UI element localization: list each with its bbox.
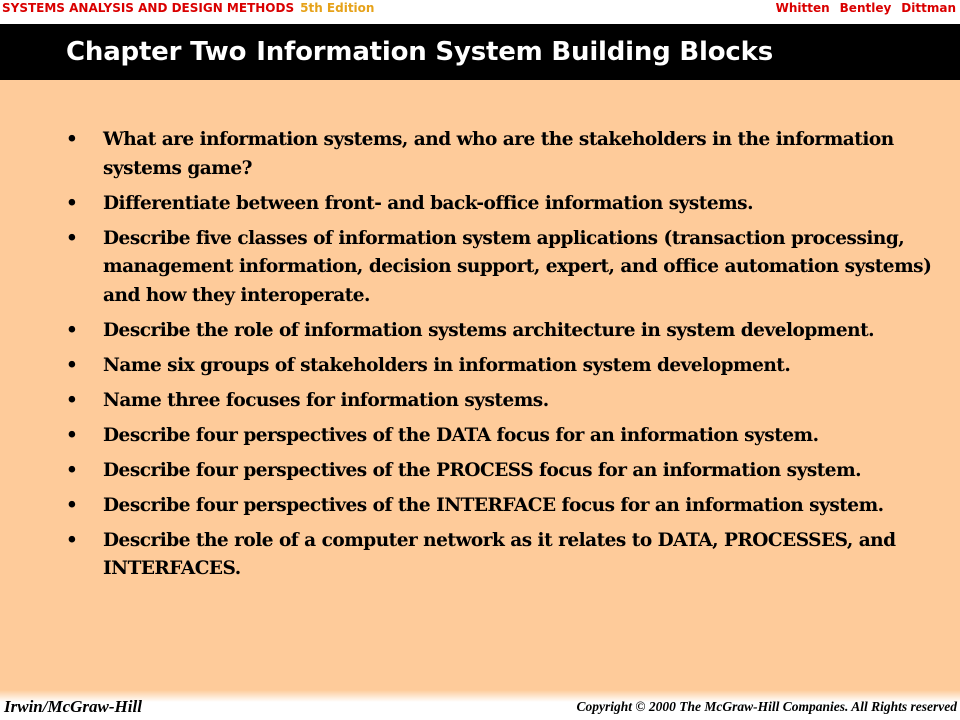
author-list (766, 1, 956, 15)
objective-item (66, 457, 936, 486)
objectives-list (66, 126, 936, 590)
objective-text: Name three focuses for information systems. (103, 389, 549, 411)
objective-text: Describe the role of information systems architecture in system development. (103, 319, 875, 341)
objective-item (66, 387, 936, 416)
objective-item (66, 527, 936, 584)
objective-item (66, 492, 936, 521)
objective-item (66, 352, 936, 381)
author-name: Bentley (839, 1, 892, 15)
title-bar (0, 24, 960, 80)
book-header (0, 0, 960, 18)
objective-item (66, 317, 936, 346)
objective-text: Differentiate between front- and back-office information systems. (103, 192, 754, 214)
objective-text: Describe the role of a computer network as it relates to DATA, PROCESSES, and INTERFACES. (103, 529, 896, 579)
objective-text: Name six groups of stakeholders in information system development. (103, 354, 791, 376)
objective-item (66, 126, 936, 183)
bullet-icon: • (66, 227, 78, 249)
publisher-name: Irwin/McGraw-Hill (4, 697, 142, 716)
bullet-icon: • (66, 529, 78, 551)
bullet-icon: • (66, 459, 78, 481)
author-name: Whitten (775, 1, 830, 15)
bullet-icon: • (66, 192, 78, 214)
footer (0, 690, 960, 720)
bullet-icon: • (66, 129, 78, 150)
bullet-icon: • (66, 494, 78, 516)
chapter-topic: Information System Building Blocks (256, 37, 774, 67)
objective-item (66, 225, 936, 311)
book-header-left (2, 1, 374, 15)
objective-item (66, 422, 936, 451)
objective-item (66, 190, 936, 219)
slide-title (66, 35, 773, 69)
book-title: SYSTEMS ANALYSIS AND DESIGN METHODS (2, 1, 295, 15)
objective-text: Describe four perspectives of the INTERFACE focus for an information system. (103, 494, 884, 516)
objective-text: Describe four perspectives of the PROCESS focus for an information system. (103, 459, 862, 481)
copyright-notice: Copyright © 2000 The McGraw-Hill Companies. All Rights reserved (576, 699, 957, 714)
slide-content (0, 80, 960, 698)
chapter-label: Chapter Two (66, 37, 247, 67)
objective-text: What are information systems, and who are the stakeholders in the information systems game? (103, 129, 894, 179)
bullet-icon: • (66, 424, 78, 446)
bullet-icon: • (66, 319, 78, 341)
bullet-icon: • (66, 354, 78, 376)
objective-text: Describe five classes of information system applications (transaction processing, management information, decision support, expert, and office automation systems) and how they interoperate. (103, 227, 932, 306)
bullet-icon: • (66, 389, 78, 411)
edition-label: 5th Edition (300, 1, 375, 15)
author-name: Dittman (901, 1, 956, 15)
objective-text: Describe four perspectives of the DATA focus for an information system. (103, 424, 819, 446)
